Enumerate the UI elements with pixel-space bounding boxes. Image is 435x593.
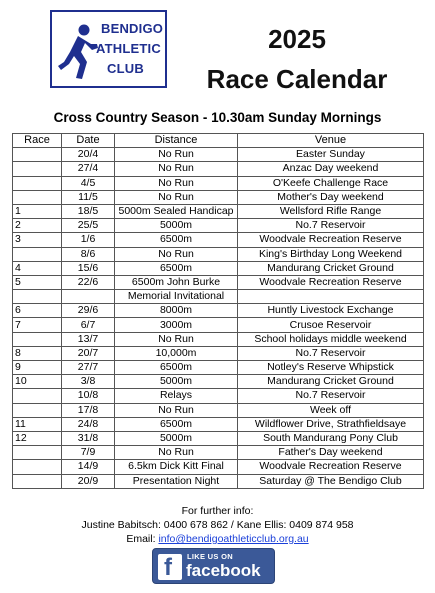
date-cell: 13/7 [62, 332, 115, 346]
contact-numbers: Justine Babitsch: 0400 678 862 / Kane Ellis: 0409 874 958 [81, 519, 354, 531]
table-row [13, 375, 424, 389]
race-number-cell: 1 [13, 204, 62, 218]
distance-cell: No Run [115, 247, 238, 261]
title-name: Race Calendar [206, 64, 388, 94]
facebook-f-icon [158, 554, 182, 580]
date-cell: 22/6 [62, 275, 115, 289]
date-cell: 29/6 [62, 304, 115, 318]
table-row [13, 233, 424, 247]
header-date: Date [62, 134, 115, 148]
table-row [13, 148, 424, 162]
table-row [13, 162, 424, 176]
race-number-cell [13, 290, 62, 304]
table-row [13, 219, 424, 233]
venue-cell: Wildflower Drive, Strathfieldsaye [238, 417, 424, 431]
distance-cell: No Run [115, 403, 238, 417]
race-number-cell: 11 [13, 417, 62, 431]
venue-cell: Week off [238, 403, 424, 417]
season-subtitle: Cross Country Season - 10.30am Sunday Mornings [53, 110, 382, 125]
race-number-cell [13, 460, 62, 474]
distance-cell: No Run [115, 148, 238, 162]
date-cell: 14/9 [62, 460, 115, 474]
race-number-cell: 3 [13, 233, 62, 247]
date-cell: 27/7 [62, 361, 115, 375]
date-cell: 4/5 [62, 176, 115, 190]
date-cell: 8/6 [62, 247, 115, 261]
facebook-f-letter: f [164, 554, 172, 581]
header-venue: Venue [238, 134, 424, 148]
table-row [13, 304, 424, 318]
venue-cell: Anzac Day weekend [238, 162, 424, 176]
distance-cell: 5000m Sealed Handicap [115, 204, 238, 218]
date-cell: 15/6 [62, 261, 115, 275]
logo-line-2: ATHLETIC [96, 41, 161, 56]
table-row [13, 275, 424, 289]
distance-cell: Memorial Invitational [115, 290, 238, 304]
further-info-label: For further info: [181, 505, 254, 517]
table-row [13, 346, 424, 360]
date-cell: 10/8 [62, 389, 115, 403]
venue-cell: No.7 Reservoir [238, 219, 424, 233]
race-number-cell [13, 190, 62, 204]
race-number-cell [13, 389, 62, 403]
table-row [13, 361, 424, 375]
table-row [13, 460, 424, 474]
race-number-cell: 10 [13, 375, 62, 389]
distance-cell: 8000m [115, 304, 238, 318]
title-year: 2025 [268, 24, 326, 54]
email-link[interactable]: info@bendigoathleticclub.org.au [158, 533, 309, 545]
table-row [13, 261, 424, 275]
table-row [13, 204, 424, 218]
date-cell: 6/7 [62, 318, 115, 332]
race-number-cell: 7 [13, 318, 62, 332]
venue-cell: Woodvale Recreation Reserve [238, 460, 424, 474]
distance-cell: No Run [115, 162, 238, 176]
distance-cell: 5000m [115, 431, 238, 445]
venue-cell: Crusoe Reservoir [238, 318, 424, 332]
date-cell: 27/4 [62, 162, 115, 176]
table-row [13, 247, 424, 261]
venue-cell: Huntly Livestock Exchange [238, 304, 424, 318]
distance-cell: No Run [115, 446, 238, 460]
logo-line-3: CLUB [107, 61, 144, 76]
venue-cell: Mandurang Cricket Ground [238, 375, 424, 389]
venue-cell: Notley's Reserve Whipstick [238, 361, 424, 375]
like-us-label: LIKE US ON [187, 552, 233, 561]
distance-cell: 6.5km Dick Kitt Final [115, 460, 238, 474]
race-number-cell [13, 332, 62, 346]
table-row [13, 417, 424, 431]
venue-cell: Easter Sunday [238, 148, 424, 162]
table-row [13, 176, 424, 190]
race-number-cell [13, 148, 62, 162]
venue-cell: No.7 Reservoir [238, 389, 424, 403]
race-calendar-table [12, 133, 424, 489]
distance-cell: 6500m John Burke [115, 275, 238, 289]
race-number-cell [13, 474, 62, 488]
date-cell: 3/8 [62, 375, 115, 389]
distance-cell: 5000m [115, 219, 238, 233]
distance-cell: No Run [115, 190, 238, 204]
race-number-cell: 2 [13, 219, 62, 233]
table-row [13, 446, 424, 460]
table-row [13, 431, 424, 445]
header-race: Race [13, 134, 62, 148]
date-cell: 17/8 [62, 403, 115, 417]
venue-cell: No.7 Reservoir [238, 346, 424, 360]
distance-cell: Relays [115, 389, 238, 403]
race-number-cell: 9 [13, 361, 62, 375]
venue-cell: South Mandurang Pony Club [238, 431, 424, 445]
race-number-cell [13, 162, 62, 176]
facebook-like-button[interactable] [152, 548, 275, 584]
table-row [13, 190, 424, 204]
distance-cell: 10,000m [115, 346, 238, 360]
race-number-cell [13, 247, 62, 261]
venue-cell: Father's Day weekend [238, 446, 424, 460]
table-row [13, 290, 424, 304]
race-number-cell: 12 [13, 431, 62, 445]
date-cell: 20/9 [62, 474, 115, 488]
distance-cell: No Run [115, 176, 238, 190]
email-label: Email: [126, 533, 156, 545]
race-number-cell: 8 [13, 346, 62, 360]
race-number-cell: 5 [13, 275, 62, 289]
venue-cell: Woodvale Recreation Reserve [238, 233, 424, 247]
venue-cell: School holidays middle weekend [238, 332, 424, 346]
distance-cell: No Run [115, 332, 238, 346]
table-row [13, 332, 424, 346]
distance-cell: 6500m [115, 233, 238, 247]
date-cell: 24/8 [62, 417, 115, 431]
venue-cell: Wellsford Rifle Range [238, 204, 424, 218]
distance-cell: 6500m [115, 261, 238, 275]
venue-cell: Mother's Day weekend [238, 190, 424, 204]
distance-cell: 6500m [115, 361, 238, 375]
table-row [13, 389, 424, 403]
runner-icon [56, 22, 100, 82]
date-cell: 31/8 [62, 431, 115, 445]
table-header-row [13, 134, 424, 148]
table-row [13, 318, 424, 332]
email-line [0, 533, 435, 545]
date-cell: 25/5 [62, 219, 115, 233]
race-number-cell [13, 176, 62, 190]
venue-cell: King's Birthday Long Weekend [238, 247, 424, 261]
race-number-cell: 6 [13, 304, 62, 318]
date-cell: 20/4 [62, 148, 115, 162]
date-cell: 18/5 [62, 204, 115, 218]
race-number-cell: 4 [13, 261, 62, 275]
logo-line-1: BENDIGO [101, 21, 164, 36]
venue-cell [238, 290, 424, 304]
venue-cell: O'Keefe Challenge Race [238, 176, 424, 190]
date-cell: 7/9 [62, 446, 115, 460]
club-logo [50, 10, 167, 88]
distance-cell: 5000m [115, 375, 238, 389]
venue-cell: Saturday @ The Bendigo Club [238, 474, 424, 488]
table-row [13, 474, 424, 488]
race-number-cell [13, 446, 62, 460]
venue-cell: Woodvale Recreation Reserve [238, 275, 424, 289]
distance-cell: 6500m [115, 417, 238, 431]
distance-cell: Presentation Night [115, 474, 238, 488]
date-cell: 11/5 [62, 190, 115, 204]
date-cell: 20/7 [62, 346, 115, 360]
facebook-wordmark: facebook [186, 561, 261, 580]
venue-cell: Mandurang Cricket Ground [238, 261, 424, 275]
table-row [13, 403, 424, 417]
header-distance: Distance [115, 134, 238, 148]
distance-cell: 3000m [115, 318, 238, 332]
race-number-cell [13, 403, 62, 417]
date-cell: 1/6 [62, 233, 115, 247]
date-cell [62, 290, 115, 304]
